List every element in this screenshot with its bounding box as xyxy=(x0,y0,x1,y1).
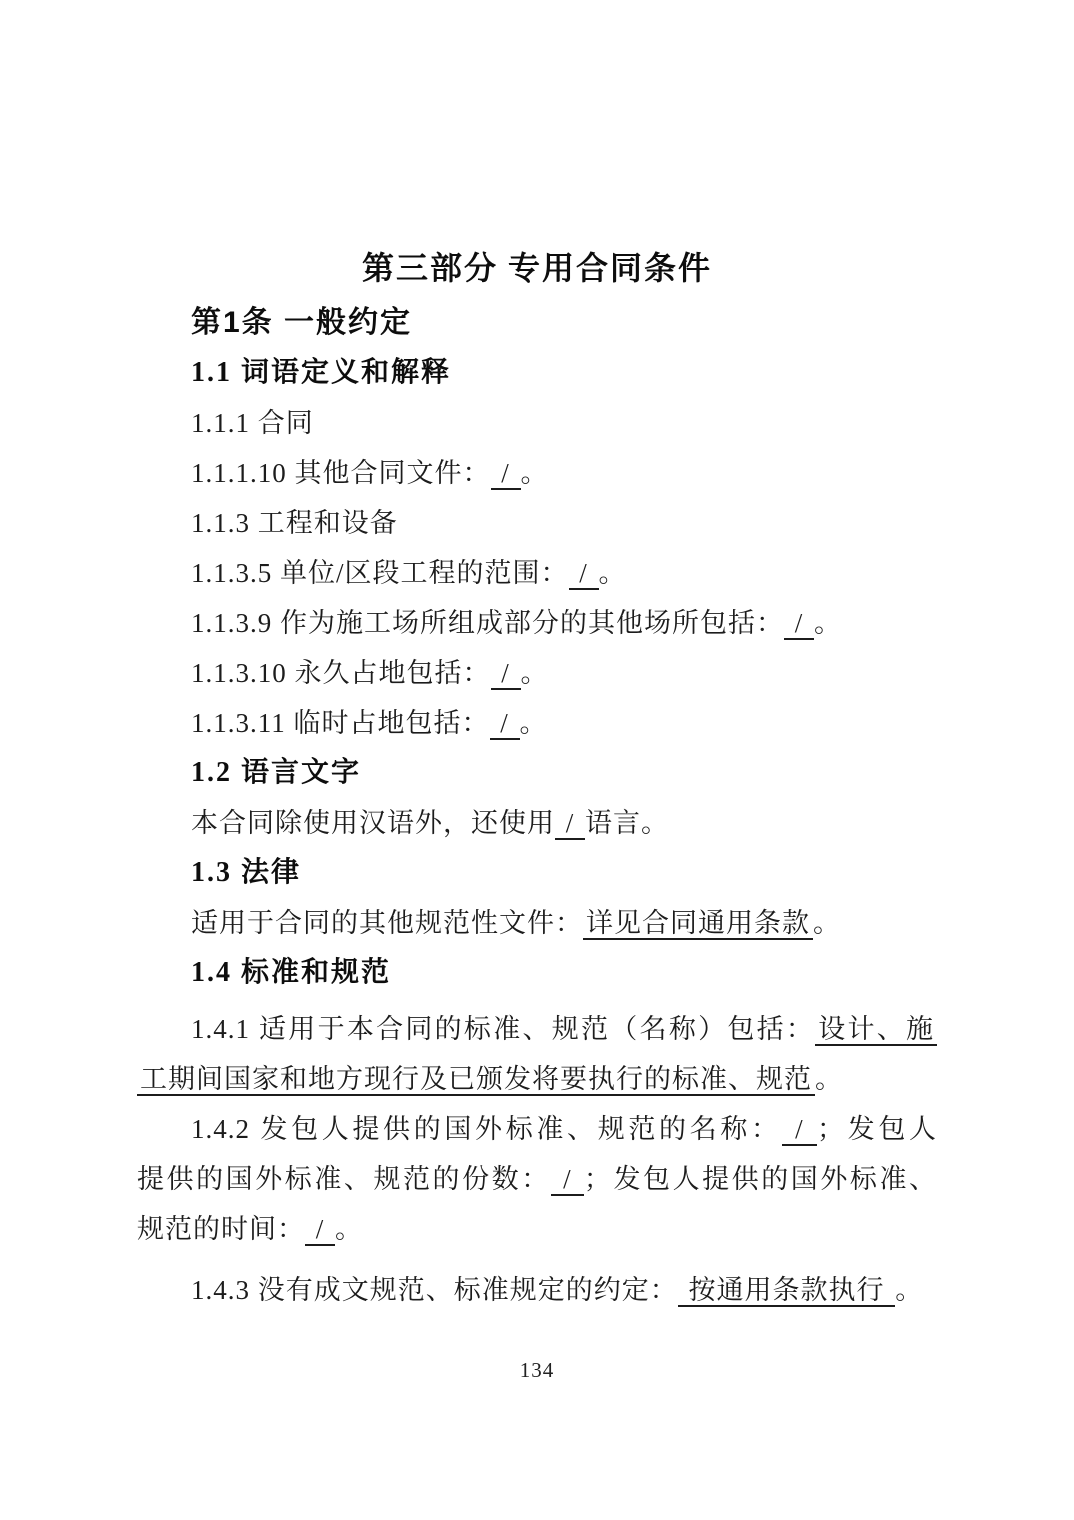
text-segment: 适用于合同的其他规范性文件： xyxy=(191,908,583,938)
text-segment: 1.1.3.11 临时占地包括： xyxy=(191,708,490,738)
blank-field: 详见合同通用条款 xyxy=(583,908,813,940)
text-segment: ；发包人 xyxy=(817,1114,937,1144)
blank-field: / xyxy=(491,458,521,490)
text-segment: 。 xyxy=(895,1275,924,1305)
text-segment: ；发包人提供的国外标准、 xyxy=(583,1164,938,1194)
text-segment: 1.4.2 发包人提供的国外标准、规范的名称： xyxy=(191,1114,782,1144)
text-segment: 。 xyxy=(815,1064,843,1094)
text-segment: 1.3 法律 xyxy=(191,857,302,888)
blank-field: / xyxy=(551,1164,584,1196)
document-line xyxy=(137,898,937,948)
text-segment: 1.2 语言文字 xyxy=(191,757,362,788)
text-segment: 规范的时间： xyxy=(137,1214,305,1244)
document-line xyxy=(137,798,937,848)
document-line xyxy=(137,698,937,748)
section-heading xyxy=(137,298,937,348)
text-segment: 提供的国外标准、规范的份数： xyxy=(137,1164,551,1194)
blank-field: / xyxy=(305,1214,335,1246)
document-line xyxy=(137,1204,937,1254)
text-segment: 。 xyxy=(814,608,843,638)
text-segment: 。 xyxy=(598,558,627,588)
document-line xyxy=(137,448,937,498)
page-number: 134 xyxy=(519,1358,555,1382)
text-segment: 。 xyxy=(335,1214,364,1244)
text-segment: 1.1.3.9 作为施工场所组成部分的其他场所包括： xyxy=(191,608,784,638)
text-segment: 1.1 词语定义和解释 xyxy=(191,357,452,388)
document-line xyxy=(137,398,937,448)
blank-field: / xyxy=(569,558,599,590)
document-line xyxy=(137,1265,937,1315)
section-heading xyxy=(137,948,937,998)
text-segment: 第1条 一般约定 xyxy=(191,306,413,339)
text-segment: 。 xyxy=(520,658,549,688)
document-line xyxy=(137,1104,937,1154)
blank-field: 工期间国家和地方现行及已颁发将要执行的标准、规范 xyxy=(137,1064,815,1096)
document-title: 第三部分 专用合同条件 xyxy=(361,250,712,286)
document-line xyxy=(137,1054,937,1104)
blank-field: / xyxy=(491,658,521,690)
document-body xyxy=(137,298,937,1315)
document-line xyxy=(137,598,937,648)
blank-field: / xyxy=(784,608,814,640)
text-segment: 1.1.3.10 永久占地包括： xyxy=(191,658,491,688)
text-segment: 本合同除使用汉语外，还使用 xyxy=(191,808,555,838)
blank-field: 设计、施 xyxy=(815,1014,937,1046)
text-segment: 。 xyxy=(813,908,841,938)
section-heading xyxy=(137,848,937,898)
text-segment: 1.1.1 合同 xyxy=(191,408,314,438)
document-line xyxy=(137,548,937,598)
text-segment: 语言。 xyxy=(585,808,670,838)
text-segment: 1.1.3 工程和设备 xyxy=(191,508,398,538)
text-segment: 1.4 标准和规范 xyxy=(191,957,392,988)
section-heading xyxy=(137,748,937,798)
section-heading xyxy=(137,348,937,398)
page-footer xyxy=(0,1358,1074,1383)
document-line xyxy=(137,1154,937,1204)
document-line xyxy=(137,1004,937,1054)
document-line xyxy=(137,498,937,548)
text-segment: 。 xyxy=(519,708,548,738)
text-segment: 1.1.3.5 单位/区段工程的范围： xyxy=(191,558,569,588)
blank-field: / xyxy=(782,1114,817,1146)
text-segment: 1.4.3 没有成文规范、标准规定的约定： xyxy=(191,1275,678,1305)
document-line xyxy=(137,648,937,698)
text-segment: 1.1.1.10 其他合同文件： xyxy=(191,458,491,488)
blank-field: 按通用条款执行 xyxy=(678,1275,896,1307)
blank-field: / xyxy=(490,708,520,740)
blank-field: / xyxy=(555,808,585,840)
text-segment: 。 xyxy=(520,458,549,488)
text-segment: 1.4.1 适用于本合同的标准、规范（名称）包括： xyxy=(191,1014,816,1044)
